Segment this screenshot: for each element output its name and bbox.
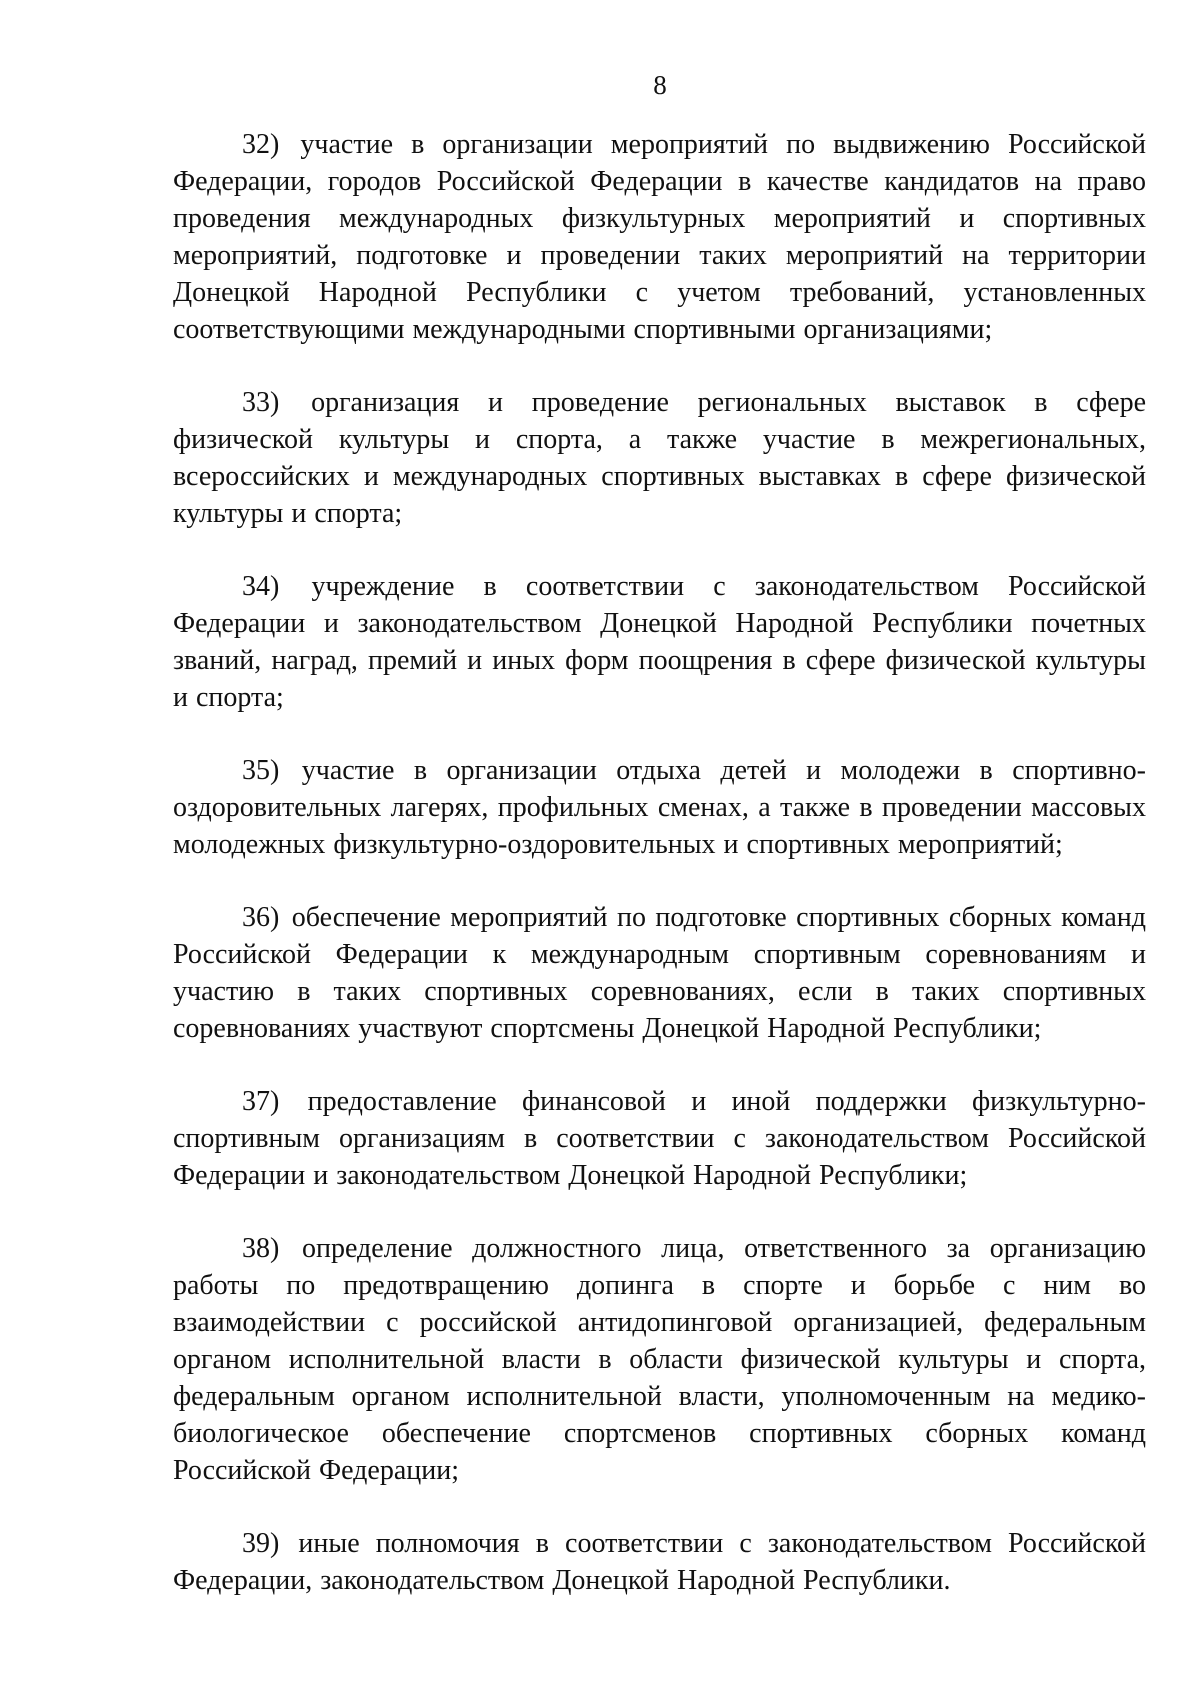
item-text: организация и проведение региональных выставок в сфере физической культуры и спорта, а также участие в межрегиональных, всероссийских и международных спортивных выставках в сфере физической культуры и спорта;	[173, 387, 1146, 529]
list-item-37	[173, 1083, 1146, 1194]
list-item-34	[173, 568, 1146, 716]
item-number: 38)	[242, 1233, 280, 1264]
list-item-35	[173, 752, 1146, 863]
item-number: 33)	[242, 387, 280, 418]
item-number: 34)	[242, 571, 280, 602]
document-body	[173, 126, 1146, 1635]
item-number: 32)	[242, 129, 280, 160]
item-number: 39)	[242, 1528, 280, 1559]
item-number: 37)	[242, 1086, 280, 1117]
item-text: участие в организации мероприятий по выдвижению Российской Федерации, городов Российской Федерации в качестве кандидатов на право проведения международных физкультурных мероприятий и спортивных мероприятий, подготовке и проведении таких мероприятий на территории Донецкой Народной Республики с учетом требований, установленных соответствующими международными спортивными организациями;	[173, 129, 1147, 345]
item-number: 36)	[242, 902, 280, 933]
item-text: иные полномочия в соответствии с законодательством Российской Федерации, законодательством Донецкой Народной Республики.	[173, 1528, 1146, 1596]
list-item-32	[173, 126, 1146, 348]
list-item-39	[173, 1525, 1146, 1599]
list-item-36	[173, 899, 1146, 1047]
list-item-38	[173, 1230, 1146, 1489]
item-text: участие в организации отдыха детей и молодежи в спортивно-оздоровительных лагерях, профильных сменах, а также в проведении массовых молодежных физкультурно-оздоровительных и спортивных мероприятий;	[173, 755, 1146, 860]
item-text: определение должностного лица, ответственного за организацию работы по предотвращению допинга в спорте и борьбе с ним во взаимодействии с российской антидопинговой организацией, федеральным органом исполнительной власти в области физической культуры и спорта, федеральным органом исполнительной власти, уполномоченным на медико-биологическое обеспечение спортсменов спортивных сборных команд Российской Федерации;	[173, 1233, 1146, 1486]
page-number: 8	[653, 70, 667, 100]
item-text: обеспечение мероприятий по подготовке спортивных сборных команд Российской Федерации к международным спортивным соревнованиям и участию в таких спортивных соревнованиях, если в таких спортивных соревнованиях участвуют спортсмены Донецкой Народной Республики;	[173, 902, 1146, 1044]
item-text: предоставление финансовой и иной поддержки физкультурно-спортивным организациям в соответствии с законодательством Российской Федерации и законодательством Донецкой Народной Республики;	[173, 1086, 1146, 1191]
item-number: 35)	[242, 755, 280, 786]
item-text: учреждение в соответствии с законодательством Российской Федерации и законодательством Донецкой Народной Республики почетных званий, наград, премий и иных форм поощрения в сфере физической культуры и спорта;	[173, 571, 1147, 713]
list-item-33	[173, 384, 1146, 532]
